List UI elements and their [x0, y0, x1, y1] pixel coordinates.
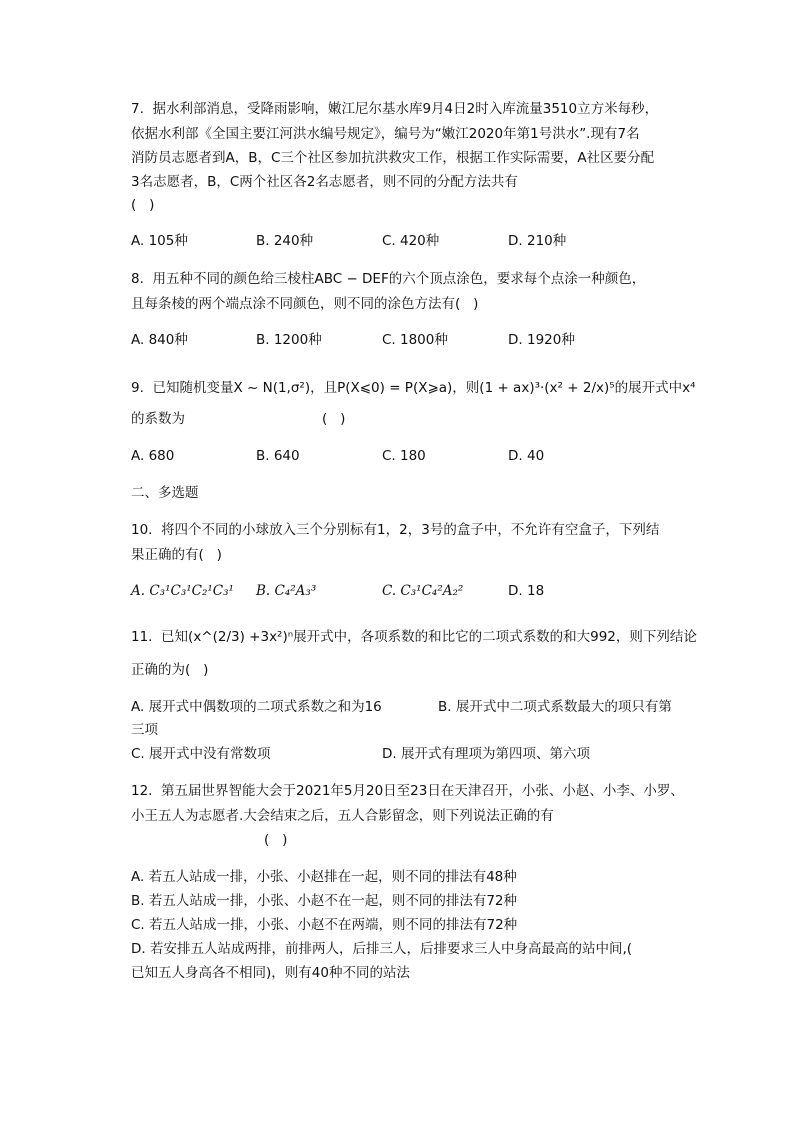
q7-stem-line-1: 7. 据水利部消息，受降雨影响，嫩江尼尔基水库9月4日2时入库流量3510立方米每秒， — [131, 101, 659, 117]
q7-option-a: A. 105种 — [131, 233, 188, 249]
q12-option-d: D. 若安排五人站成两排，前排两人，后排三人，后排要求三人中身高最高的站中间,( — [131, 941, 633, 957]
q12-stem-line-2: 小王五人为志愿者.大会结束之后，五人合影留念，则下列说法正确的有 — [131, 808, 554, 824]
q10-option-b: B. C₄²A₃³ — [256, 583, 317, 599]
q8-stem-line-1: 8. 用五种不同的颜色给三棱柱ABC − DEF的六个顶点涂色，要求每个点涂一种颜色， — [131, 271, 646, 287]
q7-answer-blank: ( ) — [131, 197, 155, 213]
q7-option-b: B. 240种 — [256, 233, 314, 249]
q7-stem-line-2: 依据水利部《全国主要江河洪水编号规定》，编号为“嫩江2020年第1号洪水”.现有7名 — [131, 126, 640, 142]
q9-stem-line-1: 9. 已知随机变量X ~ N(1,σ²)，且P(X⩽0) = P(X⩾a)，则(1 + ax)³·(x² + 2/x)⁵的展开式中x⁴ — [131, 380, 696, 396]
q9-option-c: C. 180 — [382, 448, 426, 464]
q9-option-a: A. 680 — [131, 448, 175, 464]
q7-stem-line-3: 消防员志愿者到A，B，C三个社区参加抗洪救灾工作，根据工作实际需要，A社区要分配 — [131, 150, 655, 166]
q11-stem-line-2: 正确的为( ) — [131, 662, 209, 678]
q12-answer-blank: ( ) — [264, 832, 288, 848]
q11-stem-line-1: 11. 已知(x^(2/3) +3x²)ⁿ展开式中，各项系数的和比它的二项式系数的和大992，则下列结论 — [131, 629, 697, 645]
q8-option-c: C. 1800种 — [382, 332, 448, 348]
q10-option-c: C. C₃¹C₄²A₂² — [382, 583, 464, 599]
q11-option-b: B. 展开式中二项式系数最大的项只有第 — [438, 699, 672, 715]
q12-option-b: B. 若五人站成一排，小张、小赵不在一起，则不同的排法有72种 — [131, 893, 518, 909]
q8-option-d: D. 1920种 — [508, 332, 575, 348]
q10-stem-line-1: 10. 将四个不同的小球放入三个分别标有1，2，3号的盒子中，不允许有空盒子，下列结 — [131, 522, 660, 538]
q11-option-c: C. 展开式中没有常数项 — [131, 746, 271, 762]
q10-option-a: A. C₃¹C₃¹C₂¹C₃¹ — [131, 583, 234, 599]
q10-stem-line-2: 果正确的有( ) — [131, 547, 222, 563]
q9-option-d: D. 40 — [508, 448, 545, 464]
q12-option-a: A. 若五人站成一排，小张、小赵排在一起，则不同的排法有48种 — [131, 869, 517, 885]
section-heading-multiple-choice: 二、多选题 — [131, 485, 199, 501]
q8-stem-line-2: 且每条棱的两个端点涂不同颜色，则不同的涂色方法有( ) — [131, 296, 479, 312]
q9-option-b: B. 640 — [256, 448, 300, 464]
q7-options — [131, 231, 671, 251]
q11-option-b-continued: 三项 — [131, 722, 158, 738]
q10-option-d: D. 18 — [508, 583, 545, 599]
q9-answer-blank: ( ) — [322, 411, 346, 427]
q9-options — [131, 446, 671, 466]
q12-option-c: C. 若五人站成一排，小张、小赵不在两端，则不同的排法有72种 — [131, 917, 518, 933]
q11-option-d: D. 展开式有理项为第四项、第六项 — [382, 746, 590, 762]
q10-options — [131, 581, 671, 601]
q7-option-d: D. 210种 — [508, 233, 567, 249]
q12-option-d-continued: 已知五人身高各不相同)，则有40种不同的站法 — [131, 965, 410, 981]
q8-option-b: B. 1200种 — [256, 332, 322, 348]
q7-stem-line-4: 3名志愿者，B，C两个社区各2名志愿者，则不同的分配方法共有 — [131, 174, 518, 190]
q8-option-a: A. 840种 — [131, 332, 188, 348]
q8-options — [131, 330, 671, 350]
q7-option-c: C. 420种 — [382, 233, 440, 249]
q9-stem-line-2: 的系数为 — [131, 411, 185, 427]
q11-option-a: A. 展开式中偶数项的二项式系数之和为16 — [131, 699, 382, 715]
q12-stem-line-1: 12. 第五届世界智能大会于2021年5月20日至23日在天津召开，小张、小赵、小李、小罗、 — [131, 783, 684, 799]
